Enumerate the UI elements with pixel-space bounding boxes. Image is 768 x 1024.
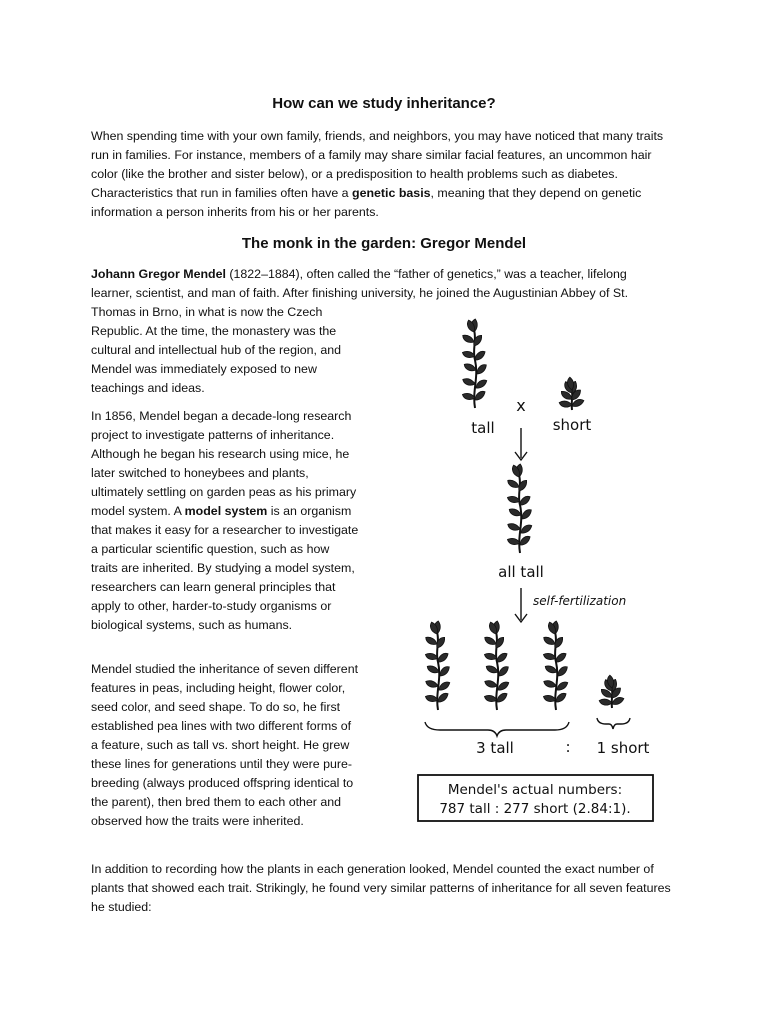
- counting-paragraph: In addition to recording how the plants in each generation looked, Mendel counted the exact number of plants that showed each trait. Strikingly, he found very similar patterns of inheritance for all seven features he studied:: [91, 862, 671, 914]
- label-3-tall: 3 tall: [476, 739, 514, 757]
- label-tall: tall: [471, 419, 495, 437]
- intro-text-end: , meaning that they depend on genetic information a person inherits from his or her parents.: [91, 186, 642, 219]
- f2-tall-plant: [542, 621, 569, 710]
- short-parent-plant: [558, 377, 585, 410]
- f1-tall-plant: [506, 464, 533, 553]
- f2-tall-plant: [424, 621, 451, 710]
- intro-paragraph: [91, 127, 679, 222]
- actual-numbers-box: [418, 775, 653, 821]
- label-all-tall: all tall: [498, 563, 544, 581]
- label-1-short: 1 short: [596, 739, 650, 757]
- mendel-intro-line2: learner, scientist, and man of faith. After finishing university, he joined the Augustinian Abbey of St.: [91, 286, 629, 300]
- box-line2: 787 tall : 277 short (2.84:1).: [439, 801, 631, 817]
- mendel-intro-column: Thomas in Brno, in what is now the Czech Republic. At the time, the monastery was the cultural and intellectual hub of the region, and Mendel was immediately exposed to new teachings and ideas.: [91, 305, 342, 395]
- intro-text-start: When spending time with your own family, friends, and neighbors, you may have noticed that many traits run in families. For instance, members of a family may share similar facial features, an uncommon hair color (like the brother and sister below), or a predisposition to health problems such as diabetes. Characteristics that run in families often have a: [91, 129, 664, 200]
- section-heading-inheritance: How can we study inheritance?: [272, 95, 496, 112]
- brace-tall: [425, 722, 569, 736]
- research-text-start: In 1856, Mendel began a decade-long research project to investigate patterns of inheritance. Although he began his research using mice, he later switched to honeybees and plants, ultimately settling on garden peas as his primary model system. A: [91, 409, 357, 518]
- research-text-end: is an organism that makes it easy for a researcher to investigate a particular scientific question, such as how traits are inherited. By studying a model system, researchers can learn general principles that apply to other, harder-to-study organisms or biological systems, such as humans.: [91, 504, 359, 632]
- term-mendel-name: Johann Gregor Mendel: [91, 267, 226, 281]
- section-heading-mendel: The monk in the garden: Gregor Mendel: [241, 235, 527, 252]
- box-line1: Mendel's actual numbers:: [447, 782, 623, 798]
- arrow-down-icon: [515, 588, 527, 622]
- label-short: short: [552, 416, 592, 434]
- term-genetic-basis: genetic basis: [352, 186, 431, 200]
- mendel-intro-line1: (1822–1884), often called the “father of genetics,” was a teacher, lifelong: [225, 267, 627, 281]
- tall-parent-plant: [461, 319, 488, 408]
- research-paragraph: [91, 407, 359, 635]
- term-model-system: model system: [184, 504, 268, 518]
- arrow-down-icon: [515, 428, 527, 460]
- f2-short-plant: [598, 675, 625, 708]
- label-self-fertilization: self-fertilization: [533, 594, 627, 608]
- brace-short: [597, 718, 630, 729]
- seven-features-paragraph: Mendel studied the inheritance of seven different features in peas, including height, flower color, seed color, and seed shape. To do so, he first established pea lines with two different forms of a feature, such as tall vs. short height. He grew these lines for generations until they were pure-breeding (always produced offspring identical to the parent), then bred them to each other and observed how the traits were inherited.: [91, 662, 359, 828]
- cross-symbol: x: [516, 396, 526, 415]
- label-ratio-colon: :: [565, 738, 571, 756]
- f2-tall-plant: [483, 621, 510, 710]
- mendel-intro-lines: [91, 265, 679, 303]
